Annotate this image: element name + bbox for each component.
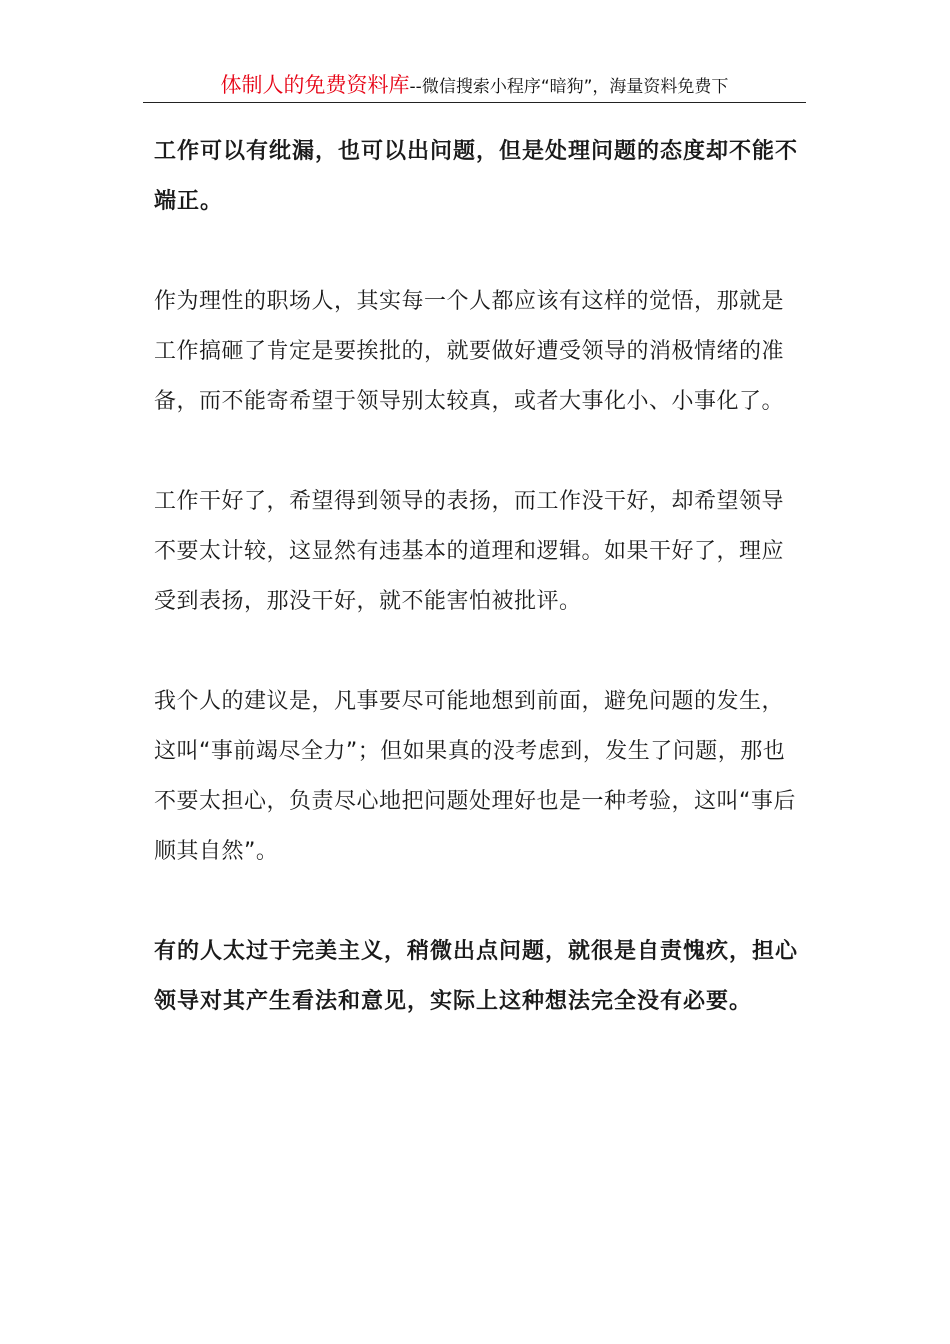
page-header (143, 68, 806, 103)
header-subtitle: --微信搜索小程序“暗狗”，海量资料免费下 (409, 77, 729, 97)
paragraph-2: 作为理性的职场人，其实每一个人都应该有这样的觉悟，那就是工作搞砸了肯定是要挨批的，就要做好遭受领导的消极情绪的准备，而不能寄希望于领导别太较真，或者大事化小、小事化了。 (154, 289, 785, 414)
article-body (154, 127, 806, 1077)
paragraph-3: 工作干好了，希望得到领导的表扬，而工作没干好，却希望领导不要太计较，这显然有违基本的道理和逻辑。如果干好了，理应受到表扬，那没干好，就不能害怕被批评。 (154, 489, 785, 614)
paragraph-4: 我个人的建议是，凡事要尽可能地想到前面，避免问题的发生，这叫“事前竭尽全力”；但如果真的没考虑到，发生了问题，那也不要太担心，负责尽心地把问题处理好也是一种考验，这叫“事后顺其自然”。 (154, 689, 796, 864)
paragraph-1: 工作可以有纰漏，也可以出问题，但是处理问题的态度却不能不端正。 (154, 139, 799, 214)
header-brand-title: 体制人的免费资料库 (220, 73, 410, 97)
paragraph-5: 有的人太过于完美主义，稍微出点问题，就很是自责愧疚，担心领导对其产生看法和意见，实际上这种想法完全没有必要。 (154, 939, 799, 1014)
